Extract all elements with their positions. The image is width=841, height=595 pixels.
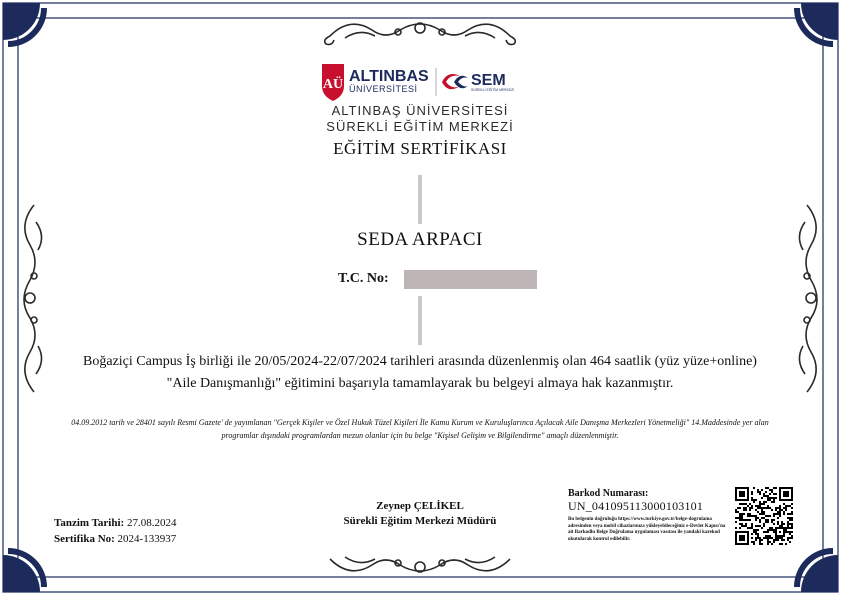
tc-number-redacted	[404, 270, 537, 289]
cert-no-value: 2024-133937	[117, 533, 177, 545]
certificate-body-text: Boğaziçi Campus İş birliği ile 20/05/2024-22/07/2024 tarihleri arasında düzenlenmiş olan 464 saatlik (yüz yüze+online) "Aile Danışmanlığı" eğitimini başarıyla tamamlayarak bu belgeyi almaya hak kazanmıştır.	[83, 354, 757, 391]
cert-no-label: Sertifika No:	[54, 533, 115, 545]
altinbas-sem-logo	[318, 60, 523, 104]
signer-block	[320, 499, 520, 529]
svg-text:AÜ: AÜ	[322, 77, 344, 92]
institution-name	[270, 103, 570, 135]
legal-notice: 04.09.2012 tarih ve 28401 sayılı Resmi Gazete' de yayımlanan "Gerçek Kişiler ve Özel Hukuk Tüzel Kişileri İle Kamu Kurum ve Kuruluşlarınca Açılacak Aile Danışma Merkezleri Yönetmeliği" 14.Maddesinde yer alan programlar dışındaki programlardan mezun olanlar için bu belge "Kişisel Gelişim ve Bilgilendirme" amaçlı düzenlenmiştir.	[71, 418, 769, 440]
logo-secondary-tagline: SÜREKLİ EĞİTİM MERKEZİ	[471, 88, 515, 92]
signer-name: Zeynep ÇELİKEL	[376, 500, 464, 512]
issue-date-value: 27.08.2024	[126, 517, 177, 529]
issue-date-row	[54, 515, 176, 531]
right-ornament	[799, 205, 817, 392]
institution-line2: SÜREKLİ EĞİTİM MERKEZİ	[326, 119, 514, 134]
barcode-verification-note: Bu belgenin doğruluğu https://www.turkiye.gov.tr/belge-dogrulama adresinden veya mobil cihazlarınıza yükleyebileceğiniz e-Devlet Kapısı'na ait Barkodlu Belge Doğrulama uygulaması vasıtası ile yandaki karekod okutularak kontrol edilebilir.	[568, 517, 726, 542]
left-ornament	[24, 205, 42, 392]
top-ornament	[325, 23, 516, 45]
logo-primary-line2: ÜNİVERSİTESİ	[349, 84, 418, 94]
tc-label: T.C. No:	[338, 271, 389, 286]
signer-title: Sürekli Eğitim Merkezi Müdürü	[343, 515, 497, 527]
cert-no-row	[54, 531, 176, 547]
decorative-divider-bottom	[418, 296, 422, 345]
barcode-number: UN_041095113000103101	[568, 499, 704, 513]
issue-info	[54, 515, 176, 547]
barcode-block	[568, 488, 730, 543]
barcode-label: Barkod Numarası:	[568, 488, 649, 499]
institution-line1: ALTINBAŞ ÜNİVERSİTESİ	[331, 103, 509, 118]
issue-date-label: Tanzim Tarihi:	[54, 517, 125, 529]
decorative-divider-top	[418, 175, 422, 224]
bottom-ornament	[330, 557, 510, 572]
document-title: EĞİTİM SERTİFİKASI	[333, 139, 507, 158]
logo-lockup	[318, 60, 523, 104]
logo-secondary: SEM	[471, 72, 506, 89]
recipient-name: SEDA ARPACI	[357, 229, 483, 250]
logo-primary-line1: ALTINBAS	[349, 68, 429, 85]
qr-code-icon[interactable]	[735, 487, 793, 545]
